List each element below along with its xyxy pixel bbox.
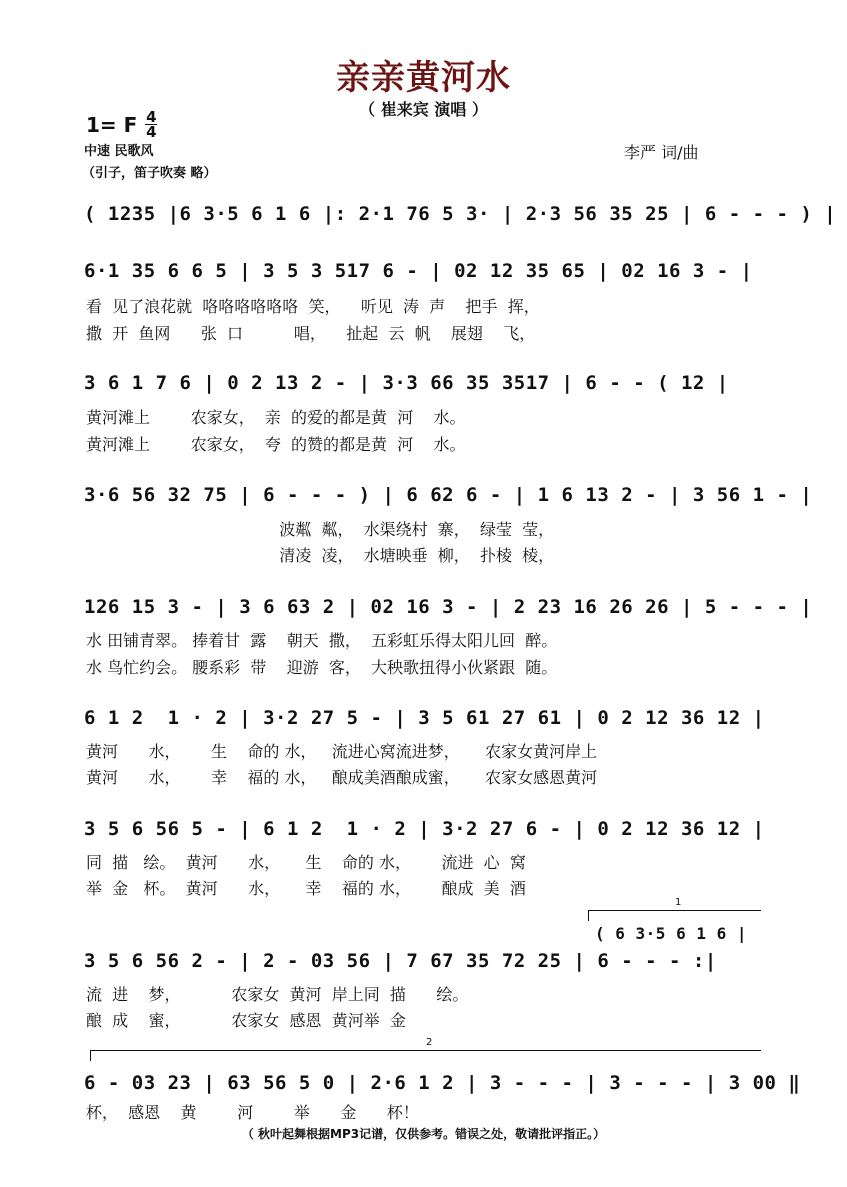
lyric-line: 举 金 杯。 黄河 水， 幸 福的 水， 酿成 美 酒 (86, 879, 526, 898)
notation-text: 3·6 56 32 75 | 6 - - - ) | 6 62 6 - | 1 6 13 2 - | 3 56 1 - | (84, 484, 813, 506)
tempo-marking: 中速 民歌风 (84, 144, 154, 159)
notation-line (84, 198, 837, 230)
notation-line (84, 702, 770, 734)
key-label: 1= F (86, 112, 138, 137)
lyric-line: 水 田铺青翠。 捧着甘 露 朝天 撒， 五彩虹乐得太阳儿回 醉。 (86, 631, 558, 650)
lyric-line: 杯， 感恩 黄 河 举 金 杯！ (86, 1103, 419, 1122)
notation-text: 6 - 03 23 | 63 56 5 0 | 2·6 1 2 | 3 - - - | 3 - - - | 3 00 ‖ (84, 1072, 801, 1094)
notation-text: ( 1235 |6 3·5 6 1 6 |: 2·1 76 5 3· | 2·3 56 35 25 | 6 - - - ) | (84, 203, 837, 225)
song-title: 亲亲黄河水 (336, 58, 511, 98)
notation-text: 6·1 35 6 6 5 | 3 5 3 517 6 - | 02 12 35 65 | 02 16 3 - | (84, 260, 753, 282)
notation-text: 126 15 3 - | 3 6 63 2 | 02 16 3 - | 2 23 16 26 26 | 5 - - - | (84, 596, 813, 618)
volta-label: 1 (675, 897, 682, 908)
lyric-line: 黄河滩上 农家女， 夸 的赞的都是黄 河 水。 (86, 435, 466, 454)
volta-label: 2 (426, 1037, 433, 1048)
lyric-line: 黄河 水， 幸 福的 水， 酿成美酒酿成蜜， 农家女感恩黄河 (86, 768, 598, 787)
notation-text: 3 5 6 56 5 - | 6 1 2 1 · 2 | 3·2 27 6 - | 0 2 12 36 12 | (84, 818, 765, 840)
notation-line (84, 479, 813, 511)
lyric-line: 水 鸟忙约会。 腰系彩 带 迎游 客， 大秧歌扭得小伙紧跟 随。 (86, 658, 558, 677)
lyric-line: 流 进 梦， 农家女 黄河 岸上同 描 绘。 (86, 985, 469, 1004)
notation-line (84, 813, 770, 845)
time-top: 4 (146, 108, 157, 126)
lyric-line: 撒 开 鱼网 张 口 唱， 扯起 云 帆 展翅 飞， (86, 324, 536, 343)
lyric-line: 波粼 粼， 水渠绕村 寨， 绿莹 莹， (86, 520, 555, 539)
key-signature (86, 110, 157, 139)
lyricist-composer: 李严 词/曲 (624, 143, 699, 162)
notation-text: 6 1 2 1 · 2 | 3·2 27 5 - | 3 5 61 27 61 | 0 2 12 36 12 | (84, 707, 765, 729)
time-signature (145, 110, 157, 139)
notation-line (84, 591, 813, 623)
notation-line (84, 367, 770, 399)
intro-note: （引子，笛子吹奏 略） (82, 166, 217, 181)
lyric-line: 黄河 水， 生 命的 水， 流进心窝流进梦， 农家女黄河岸上 (86, 742, 598, 761)
performer-credit: （ 崔来宾 演唱 ） (359, 100, 488, 119)
lyric-line: 清凌 凌， 水塘映垂 柳， 扑棱 棱， (86, 546, 555, 565)
lyric-line: 黄河滩上 农家女， 亲 的爱的都是黄 河 水。 (86, 408, 466, 427)
notation-text: 3 5 6 56 2 - | 2 - 03 56 | 7 67 35 72 25 | 6 - - - :| (84, 950, 717, 972)
volta-bracket-2 (90, 1037, 761, 1061)
notation-line (84, 255, 770, 287)
notation-text: ( 6 3·5 6 1 6 | (595, 924, 747, 943)
time-bottom: 4 (146, 123, 157, 141)
lyric-line: 看 见了浪花就 咯咯咯咯咯咯 笑， 听见 涛 声 把手 挥， (86, 297, 540, 316)
lyric-line: 同 描 绘。 黄河 水， 生 命的 水， 流进 心 窝 (86, 853, 526, 872)
footer-note: （ 秋叶起舞根据MP3记谱，仅供参考。错误之处，敬请批评指正。） (241, 1127, 606, 1141)
notation-text: 3 6 1 7 6 | 0 2 13 2 - | 3·3 66 35 3517 | 6 - - ( 12 | (84, 372, 729, 394)
lyric-line: 酿 成 蜜， 农家女 感恩 黄河举 金 (86, 1011, 406, 1030)
notation-line (84, 1067, 801, 1099)
notation-line (84, 945, 770, 977)
